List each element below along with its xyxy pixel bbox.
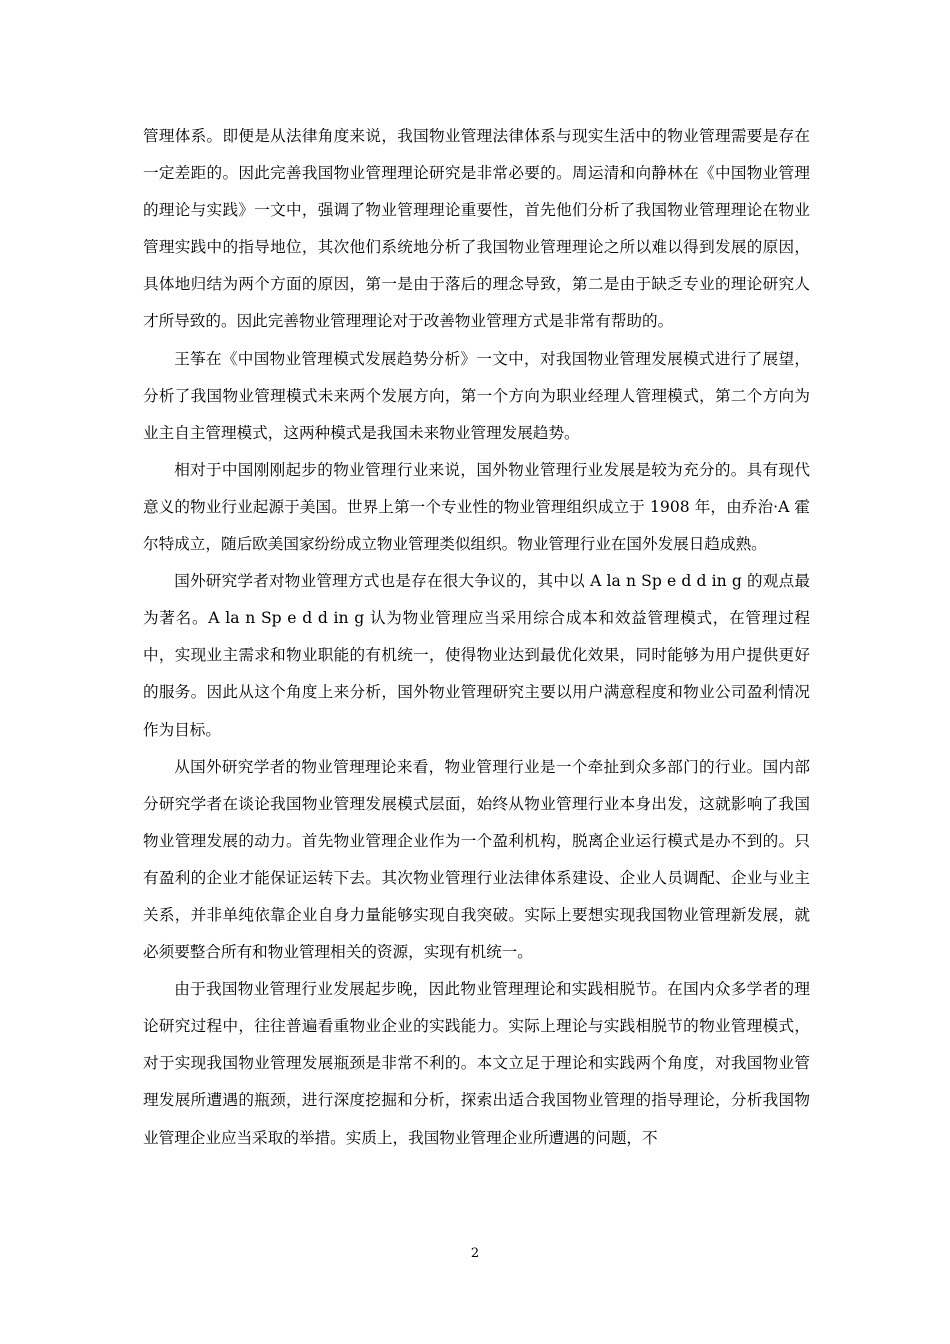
paragraph-1: 管理体系。即便是从法律角度来说，我国物业管理法律体系与现实生活中的物业管理需要是存在一定差距的。因此完善我国物业管理理论研究是非常必要的。周运清和向静林在《中国物业管理的理论与实践》一文中，强调了物业管理理论重要性，首先他们分析了我国物业管理理论在物业管理实践中的指导地位，其次他们系统地分析了我国物业管理理论之所以难以得到发展的原因，具体地归结为两个方面的原因，第一是由于落后的理念导致，第二是由于缺乏专业的理论研究人才所导致的。因此完善物业管理理论对于改善物业管理方式是非常有帮助的。 [143,127,810,331]
paragraph-6: 由于我国物业管理行业发展起步晚，因此物业管理理论和实践相脱节。在国内众多学者的理论研究过程中，往往普遍看重物业企业的实践能力。实际上理论与实践相脱节的物业管理模式，对于实现我国物业管理发展瓶颈是非常不利的。本文立足于理论和实践两个角度，对我国物业管理发展所遭遇的瓶颈，进行深度挖掘和分析，探索出适合我国物业管理的指导理论，分析我国物业管理企业应当采取的举措。实质上，我国物业管理企业所遭遇的问题，不 [143,980,810,1147]
page-number: 2 [470,1246,480,1261]
paragraph-5: 从国外研究学者的物业管理理论来看，物业管理行业是一个牵扯到众多部门的行业。国内部分研究学者在谈论我国物业管理发展模式层面，始终从物业管理行业本身出发，这就影响了我国物业管理发展的动力。首先物业管理企业作为一个盈利机构，脱离企业运行模式是办不到的。只有盈利的企业才能保证运转下去。其次物业管理行业法律体系建设、企业人员调配、企业与业主关系，并非单纯依靠企业自身力量能够实现自我突破。实际上要想实现我国物业管理新发展，就必须要整合所有和物业管理相关的资源，实现有机统一。 [143,757,810,962]
paragraph-2: 王筝在《中国物业管理模式发展趋势分析》一文中，对我国物业管理发展模式进行了展望，分析了我国物业管理模式未来两个发展方向，第一个方向为职业经理人管理模式，第二个方向为业主自主管理模式，这两种模式是我国未来物业管理发展趋势。 [143,349,810,442]
paragraph-3: 相对于中国刚刚起步的物业管理行业来说，国外物业管理行业发展是较为充分的。具有现代意义的物业行业起源于美国。世界上第一个专业性的物业管理组织成立于 1908 年，由乔治·A 霍尔特成立，随后欧美国家纷纷成立物业管理类似组织。物业管理行业在国外发展日趋成熟。 [143,460,810,554]
body-text [143,118,810,1157]
paragraph-4: 国外研究学者对物业管理方式也是存在很大争议的，其中以 A la n Sp e d d in g 的观点最为著名。A la n Sp e d d in g 认为物业管理应当采用综合成本和效益管理模式，在管理过程中，实现业主需求和物业职能的有机统一，使得物业达到最优化效果，同时能够为用户提供更好的服务。因此从这个角度上来分析，国外物业管理研究主要以用户满意程度和物业公司盈利情况作为目标。 [143,572,810,739]
